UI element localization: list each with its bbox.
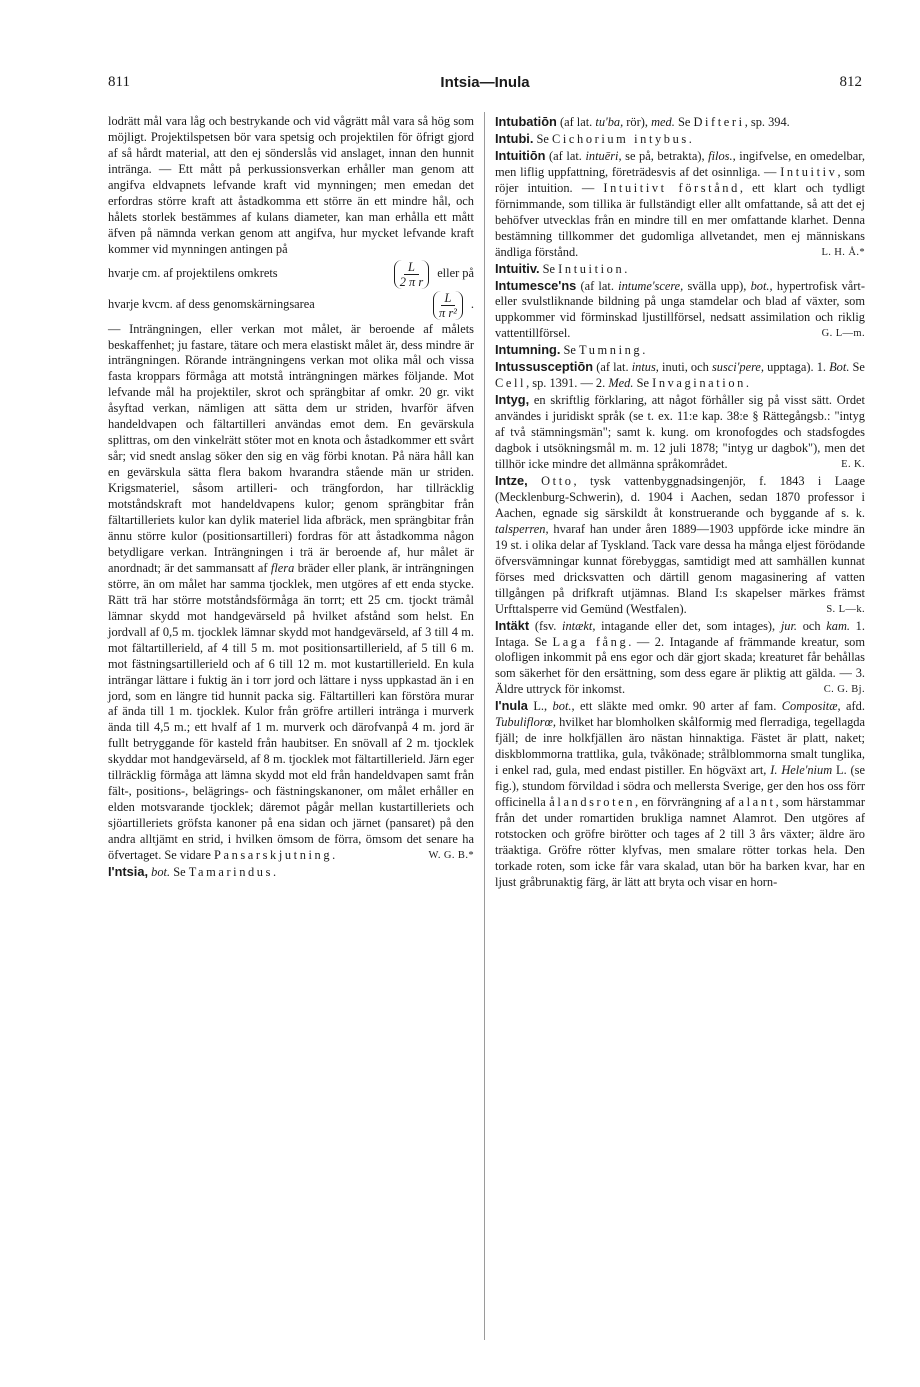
headword: I'ntsia, xyxy=(108,863,149,879)
author-signature: W. G. B.* xyxy=(428,850,474,862)
entry-intubation: Intubatiōn (af lat. tu'ba, rör), med. Se Difteri, sp. 394. xyxy=(495,114,790,129)
entry-intuitiv: Intuitiv. Se Intuition. xyxy=(495,260,630,276)
paragraph-intrangning: — Inträngningen, eller verkan mot målet, är beroende af målets beskaffenhet; ju fastare, tätare och mera elastiskt målet är, dess mindre är inträngningen. Rörande inträngningens verkan mot olika mål och vissa fasta kroppars förmåga att motstå inträngningen märkes följande. Mot lefvande mål ha projektiler, skrot och sprängbitar af omkr. 20 gr. vikt åsyftad verkan, nämligen att sätta dem ur striden, hvarför äfven handeldvapen och fältartilleri användas emot dem. En gevärskula splittras, om den vinkelrätt stöter mot en knota och åstadkommer ett svårt sår; vid snedt anslag söker den sig en väg förbi knotan. På nära håll kan en gevärskula sätta flera bakom hvarandra stående män ur striden. Krigsmateriel, såsom artilleri- och trängfordon, har tillräcklig motståndskraft mot handeldvapens kulor; genom sprängbitar från fältartilleriets kulor kan dylik materiel lida afbräck, men sprängbitar från ännu större kulor (positionsartilleri) fordras för att åstadkomma någon betydligare verkan. Inträngningen i trä är beroende af, hur målet är anordnadt; är det sammansatt af flera bräder eller plank, är inträngningen större, än om målet har samma tjocklek, men utgöres af ett enda stycke. Rätt trä har större motståndsförmåga än torrt; ett 25 cm. tjockt trämål lämnar skydd mot handgevärseld på hvilket afstånd som helst. En jordvall af 0,5 m. tjocklek lämnar skydd mot handgevärseld, af 3 till 4 m. mot fältartillerield, af 4 till 5 m. mot positionsartillerield, af 5 till 6 m. mot fästningsartillerield och af 6 till 12 m. mot kustartillerield. En kula inträngar lättare i fuktig än i torr jord och lättare i nyss uppkastad än i en jord, som en längre tid hunnit packa sig. Fältartilleri kan förstöra murar af ända till 1 m. tjocklek. Kulor från gröfre artilleri intränga i murverk ända till 4,5 m.; ett hvalf af 1 m. murverk och därofvanpå 4 m. jord är fullt betryggande för kasteld från haubitser. En snövall af 2 m. tjocklek skyddar mot handgevärseld, af 8 m. tjocklek mot fältartillerield. Järn eger tillräcklig förmåga att lämna skydd mot eld från handeldvapen samt från fält-, positions-, belägrings- och fästningskanoner, om målet erhåller en elden motsvarande tjocklek; däremot pågår mellan kustartilleriets och sjöartilleriets gröfsta kanoner på ena sidan och järnet (pansaret) på den andra alltjämt en strid, i hvilken ömsom de förra, ömsom det senare ha öfvertaget. Se vidare Pansarskjutning. W. G. B.* xyxy=(108,321,474,863)
page-number-left: 811 xyxy=(108,74,130,90)
page-number-right: 812 xyxy=(839,74,862,90)
crossref-tamarindus[interactable]: Tamarindus. xyxy=(188,864,279,879)
author-signature: S. L—k. xyxy=(826,603,865,615)
crossref-invagination[interactable]: Invagination. xyxy=(652,376,752,391)
left-column xyxy=(108,114,474,881)
author-signature: G. L—m. xyxy=(821,328,865,340)
author-signature: E. K. xyxy=(841,459,865,471)
author-signature: C. G. Bj. xyxy=(823,684,865,696)
entry-intsia: I'ntsia, bot. Se Tamarindus. xyxy=(108,863,279,879)
entry-intussusception: Intussusceptiōn (af lat. intus, inuti, och susci'pere, upptaga). 1. Bot. Se Cell, sp. 1391. — 2. Med. Se Invagination. xyxy=(495,359,865,391)
crossref-intuition[interactable]: Intuition. xyxy=(558,261,630,276)
fraction-l-over-2pir: $\frac{L}{\text{2 π r}}$ xyxy=(394,260,429,289)
entry-intakt: Intäkt (fsv. intækt, intagande eller det, som intages), jur. och kam. 1. Intaga. Se Laga fång. — 2. Intagande af främmande kreatur, som olofligen inkommit på ens egor och där gjort skada; kreaturet får behållas som säkerhet för den ersättning, som dess egare är pliktig att gälda. — 3. Äldre uttryck för inkomst. C. G. Bj. xyxy=(495,617,865,697)
right-column xyxy=(495,114,865,891)
crossref-pansarskjutning[interactable]: Pansarskjutning xyxy=(213,848,333,863)
column-divider xyxy=(484,112,485,1340)
crossref-cell[interactable]: Cell xyxy=(495,376,527,391)
crossref-laga-fang[interactable]: Laga fång xyxy=(552,634,629,649)
entry-intze: Intze, Otto, tysk vattenbyggnadsingenjör, f. 1843 i Laage (Mecklenburg-Schwerin), d. 1904 i Aachen, sedan 1870 professor i Aachen, egnade sig särskildt åt konstruerande och byggande af s. k. talsperren, hvaraf han under åren 1889—1903 uppförde icke mindre än 19 st. i olika delar af Tyskland. Tack vare dessa ha många eljest förödande öfversvämningar kunnat förebyggas, samtidigt med att samhällen kunnat förses med dricksvatten och därtill genom magasinering af vatten tillgången på drifkraft utjämnas. Bland I:s skapelser märkes främst Urfttalsperre vid Gemünd (Westfalen). S. L—k. xyxy=(495,472,865,616)
crossref-difteri[interactable]: Difteri xyxy=(693,115,745,129)
fraction-l-over-pir2: $\frac{L}{\text{π r²}}$ xyxy=(433,291,463,320)
author-signature: L. H. Å.* xyxy=(821,246,865,258)
crossref-cichorium[interactable]: Cichorium intybus. xyxy=(552,131,695,146)
crossref-tumning[interactable]: Tumning. xyxy=(579,343,648,358)
paragraph-perkussion: lodrätt mål vara låg och bestrykande och vid vågrätt mål vara så hög som möjligt. Projektilspetsen bör vara spetsig och projektilen för öfrigt gjord af så hårdt material, att den ej sönderslås vid anslaget, innan den hunnit intränga. — Ett mått på perkussionsverkan erhåller man genom att angifva eldvapnets lefvande kraft vid mynningen; men emedan det erfordras större kraft att åstadkomma ett större än ett mindre hål, och hålets storlek bestämmes af kulans diameter, kan man erhålla ett mått äfven på nämnda verkan genom att angifva, hur mycket lefvande kraft kommer vid mynningen antingen på xyxy=(108,114,474,256)
entry-intubi: Intubi. Se Cichorium intybus. xyxy=(495,130,695,146)
entry-intuition: Intuitiōn (af lat. intuēri, se på, betrakta), filos., ingifvelse, en omedelbar, men liflig uppfattning, företrädesvis af det osinnliga. — Intuitiv, som röjer intuition. — Intuitivt förstånd, ett klart och tydligt förnimmande, som tillika är fullständigt eller allt omfattande, så att det ej behöfver utvecklas från en mindre till en mer omfattande klarhet. Denna bestämning tillkommer det gudomliga allvetandet, men ej människans ändliga förstånd. L. H. Å.* xyxy=(495,147,865,259)
formula-circumference: hvarje cm. af projektilens omkrets $\frac{L}{\text{2 π r}}$ eller på xyxy=(108,259,474,289)
running-title: Intsia—Inula xyxy=(440,74,530,91)
page-header xyxy=(108,74,862,100)
entry-intumning: Intumning. Se Tumning. xyxy=(495,342,648,358)
entry-intyg: Intyg, en skriftlig förklaring, att något förhåller sig på visst sätt. Ordet användes i juridiskt språk (se t. ex. 11:e kap. 38:e § Rättegångsb.: "intyg af två stämningsmän"; samt k. kung. om kronofogdes och stadsfogdes dagbok i utsökningsmål m. m. 12 juli 1878; "intyg ur dagbok"), men det tillhör icke mindre det allmänna språkområdet. E. K. xyxy=(495,392,865,472)
entry-inula: I'nula L., bot., ett släkte med omkr. 90 arter af fam. Compositæ, afd. Tubuliflorœ, hvilket har blomholken skålformig med flerradiga, tegellagda fjäll; de inre holkfjällen äro nästan hinnaktiga. Fästet är platt, naket; diskblommorna trattlika, gula, tvåkönade; strålblommorna smalt tunglika, i enkel rad, gula, med endast pistiller. En högväxt art, I. Hele'nium L. (se fig.), stundom förvildad i södra och mellersta Sverige, ger den hos oss förr officinella ålandsroten, en förvrängning af alant, som härstammar från det under romartiden brukliga namnet Alamrot. Den utgöres af rotstocken och gröfre birötter och tages af 2 till 3 års växter; äldre äro träaktiga. Gröfre rötter klyfvas, men smalare rötter torkas hela. Den torkade roten, som icke får vara skalad, utan bör ha barken kvar, har en ljust gråbrunaktig färg, är lätt att bryta och visar en horn- xyxy=(495,698,865,889)
formula-area: hvarje kvcm. af dess genomskärningsarea $\frac{L}{\text{π r²}}$ . xyxy=(108,290,474,320)
entry-intumescens: Intumesce'ns (af lat. intume'scere, svälla upp), bot., hypertrofisk vårt- eller svulstliknande bildning på unga stamdelar och blad af växter, som uppkommer vid förminskad ljustillförsel, nedsatt assimilation och riklig vattentillförsel. G. L—m. xyxy=(495,277,865,341)
